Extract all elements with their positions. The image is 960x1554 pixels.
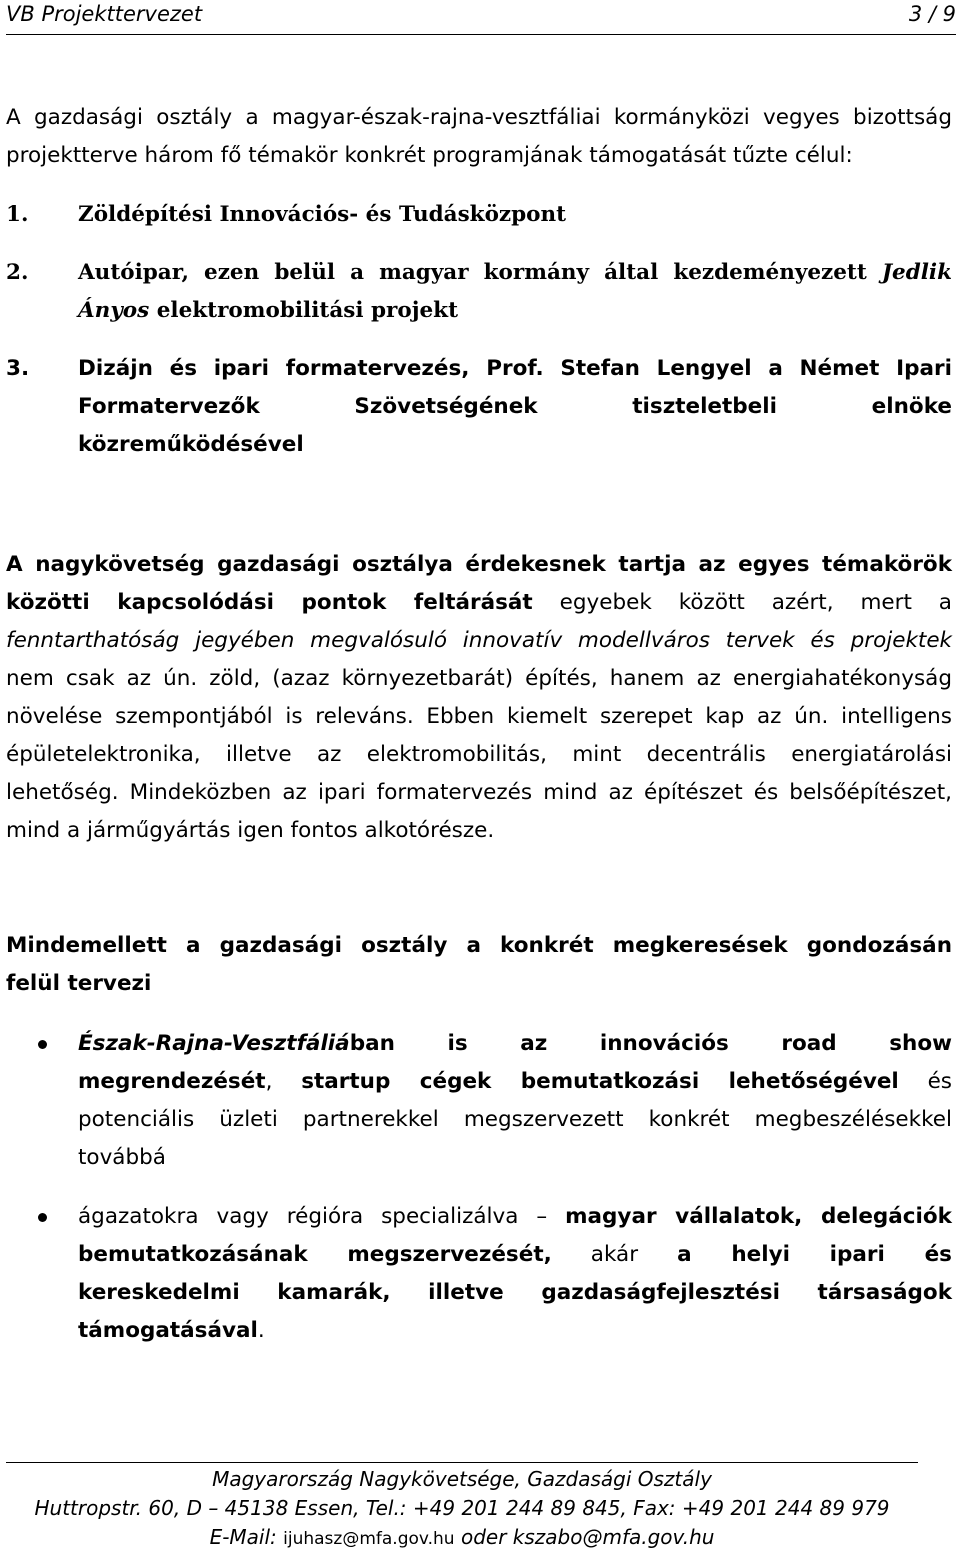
- bullet-1-line-3: potenciális üzleti partnerekkel megszervezett konkrét megbeszélésekkel: [78, 1107, 952, 1132]
- list-number-1: 1.: [6, 202, 29, 227]
- para2-line-1: A nagykövetség gazdasági osztálya érdekesnek tartja az egyes témakörök: [6, 552, 952, 577]
- para2-line-7: lehetőség. Mindeközben az ipari formatervezés mind az építészet és belsőépítészet,: [6, 780, 952, 805]
- para3-line-1: Mindemellett a gazdasági osztály a konkrét megkeresések gondozásán: [6, 933, 952, 958]
- bullet-1-line-1: [78, 1025, 952, 1063]
- list-item-2-line-2: [78, 292, 458, 330]
- page-header: [6, 0, 956, 35]
- bullet-2-line-1-text: ágazatokra vagy régióra specializálva –: [78, 1204, 566, 1229]
- header-page-number: 3 / 9: [908, 2, 956, 26]
- bullet-2-bold-2: a helyi ipari és: [677, 1242, 952, 1267]
- bullet-2-bold-1: bemutatkozásának megszervezését,: [78, 1242, 552, 1267]
- bullet-2-line-4: [78, 1312, 265, 1350]
- list-item-3-line-3: közreműködésével: [78, 432, 304, 457]
- bullet-2-bold-3: támogatásával: [78, 1318, 258, 1343]
- page-footer: [6, 1465, 918, 1554]
- footer-rule: [6, 1462, 918, 1463]
- list-item-2-text: Autóipar, ezen belül a magyar kormány által kezdeményezett: [78, 260, 882, 285]
- list-item-3-line-2: Formatervezők Szövetségének tiszteletbeli elnöke: [78, 394, 952, 419]
- para2-line-2: [6, 584, 952, 622]
- footer-email-label: E-Mail:: [209, 1525, 284, 1549]
- footer-email-link-1[interactable]: ijuhasz@mfa.gov.hu: [283, 1529, 455, 1549]
- bullet-2-line-3: kereskedelmi kamarák, illetve gazdaságfejlesztési társaságok: [78, 1280, 952, 1305]
- bullet-1-bold-2: startup cégek bemutatkozási lehetőségével: [301, 1069, 899, 1094]
- bullet-1-region: Észak-Rajna-Vesztfáliá: [78, 1031, 350, 1056]
- bullet-2-line-1: [78, 1198, 952, 1236]
- header-title: VB Projekttervezet: [6, 2, 203, 26]
- bullet-1-line-4: továbbá: [78, 1145, 166, 1170]
- bullet-1-line-1-rest: ban is az innovációs road show: [349, 1031, 952, 1056]
- list-item-3-line-1: Dizájn és ipari formatervezés, Prof. Stefan Lengyel a Német Ipari: [78, 356, 952, 381]
- footer-address: Huttropstr. 60, D – 45138 Essen, Tel.: +49 201 244 89 845, Fax: +49 201 244 89 979: [34, 1496, 890, 1520]
- footer-email-rest: oder kszabo@mfa.gov.hu: [454, 1525, 715, 1549]
- bullet-1-sep: ,: [265, 1069, 302, 1094]
- para2-line-5: növelése szempontjából is releváns. Ebben kiemelt szerepet kap az ún. intelligens: [6, 704, 952, 729]
- bullet-1-marker: [38, 1040, 47, 1049]
- footer-org: Magyarország Nagykövetsége, Gazdasági Osztály: [212, 1467, 712, 1491]
- bullet-1-and: és: [898, 1069, 953, 1094]
- bullet-2-line-2: [78, 1236, 952, 1274]
- para2-line-3: fenntarthatóság jegyében megvalósuló innovatív modellváros tervek és projektek: [6, 628, 952, 653]
- para2-line-4: nem csak az ún. zöld, (azaz környezetbarát) építés, hanem az energiahatékonyság: [6, 666, 952, 691]
- footer-email: [6, 1523, 918, 1554]
- list-item-2-name: Jedlik: [881, 260, 952, 285]
- para3-line-2: felül tervezi: [6, 971, 152, 996]
- bullet-2-period: .: [257, 1318, 265, 1343]
- intro-line-1: A gazdasági osztály a magyar-észak-rajna-vesztfáliai kormányközi vegyes bizottság: [6, 105, 952, 130]
- list-item-2-name-2: Ányos: [78, 298, 150, 323]
- list-item-2-line-1: [78, 254, 952, 292]
- bullet-2-text: akár: [551, 1242, 678, 1267]
- list-item-1: Zöldépítési Innovációs- és Tudásközpont: [78, 202, 567, 227]
- bullet-2-line-1-bold: magyar vállalatok, delegációk: [565, 1204, 952, 1229]
- list-number-3: 3.: [6, 356, 30, 381]
- bullet-1-bold-1: megrendezését: [78, 1069, 266, 1094]
- para2-line-6: épületelektronika, illetve az elektromobilitás, mint decentrális energiatárolási: [6, 742, 952, 767]
- list-number-2: 2.: [6, 260, 29, 285]
- bullet-1-line-2: [78, 1063, 952, 1101]
- para2-line-2-bold: közötti kapcsolódási pontok feltárását: [6, 590, 533, 615]
- para2-line-2-rest: egyebek között azért, mert a: [532, 590, 952, 615]
- list-item-2-rest: elektromobilitási projekt: [149, 298, 459, 323]
- bullet-2-marker: [38, 1213, 47, 1222]
- intro-line-2: projektterve három fő témakör konkrét programjának támogatását tűzte célul:: [6, 143, 853, 168]
- para2-line-8: mind a járműgyártás igen fontos alkotórésze.: [6, 818, 495, 843]
